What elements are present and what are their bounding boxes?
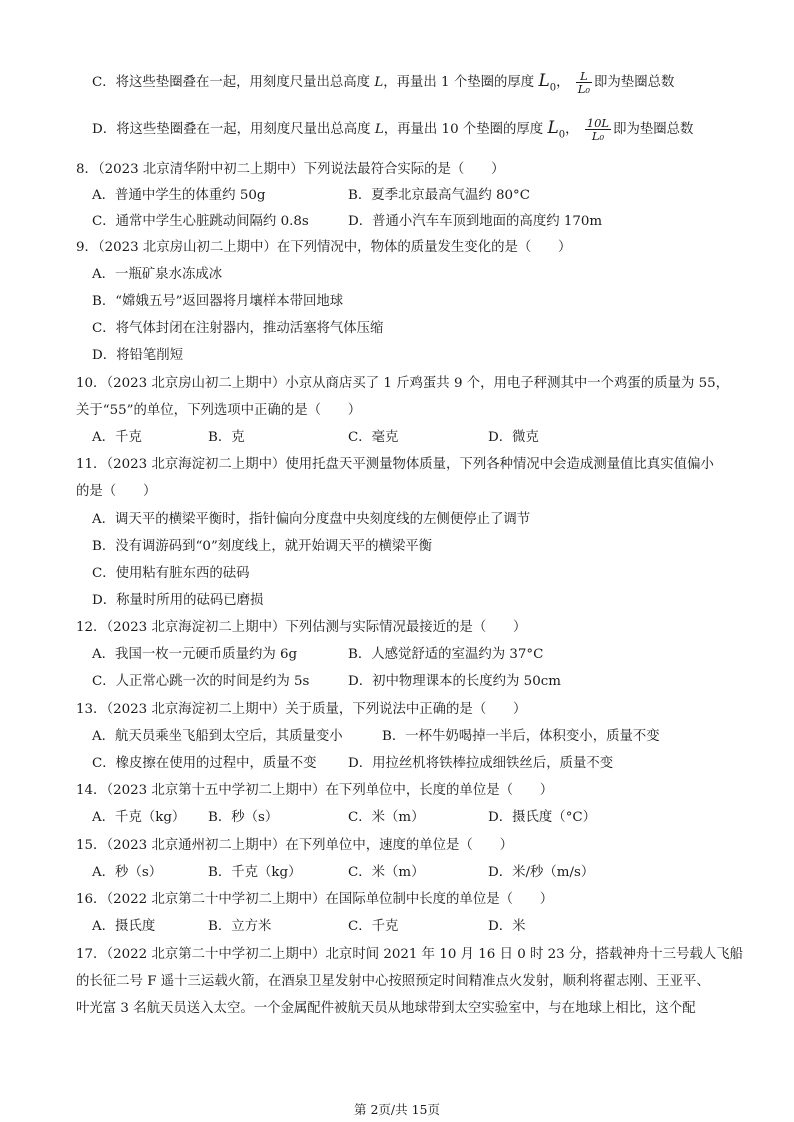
question-stem-cont: 的是（ ） — [76, 484, 157, 499]
question-stem: 14．（2023 北京第十五中学初二上期中）在下列单位中，长度的单位是（ ） — [76, 783, 554, 798]
option: C．人正常心跳一次的时间是约为 5s — [92, 674, 310, 689]
option: C．米（m） — [348, 810, 425, 825]
option: B．一杯牛奶喝掉一半后，体积变小，质量不变 — [382, 729, 660, 744]
option-c-line: C．将这些垫圈叠在一起，用刻度尺量出总高度 L，再量出 1 个垫圈的厚度 $L_0$， $\frac{L}{\text{L₀}}$ 即为垫圈总数 — [92, 69, 675, 96]
option: C．毫克 — [348, 430, 399, 445]
question-stem: 11．（2023 北京海淀初二上期中）使用托盘天平测量物体质量，下列各种情况中会造成测量值比真实值偏小 — [76, 457, 714, 472]
question-stem: 13．（2023 北京海淀初二上期中）关于质量，下列说法中正确的是（ ） — [76, 702, 527, 717]
option: B．夏季北京最高气温约 80°C — [348, 188, 530, 203]
question-stem: 17．（2022 北京第二十中学初二上期中）北京时间 2021 年 10 月 16 日 0 时 23 分，搭载神舟十三号载人飞船 — [76, 947, 744, 962]
option: D．摄氏度（°C） — [488, 810, 597, 825]
option-d-text-2: ，再量出 10 个垫圈的厚度 — [383, 122, 544, 137]
option: B．克 — [208, 430, 245, 445]
option: C．通常中学生心脏跳动间隔约 0.8s — [92, 214, 309, 229]
question-stem: 12．（2023 北京海淀初二上期中）下列估测与实际情况最接近的是（ ） — [76, 620, 527, 635]
option: D．米 — [488, 919, 526, 934]
option: D．初中物理课本的长度约为 50cm — [348, 674, 561, 689]
option: B．秒（s） — [208, 810, 279, 825]
question-stem-cont: 关于“55”的单位，下列选项中正确的是（ ） — [76, 403, 362, 418]
option: A．我国一枚一元硬币质量约为 6g — [92, 647, 298, 662]
option: C．使用粘有脏东西的砝码 — [92, 566, 250, 581]
question-stem-cont: 的长征二号 F 遥十三运载火箭，在酒泉卫星发射中心按照预定时间精准点火发射，顺利将翟志刚、王亚平、 — [76, 974, 710, 989]
option: C．米（m） — [348, 865, 425, 880]
option: B．千克（kg） — [208, 865, 302, 880]
option: A．调天平的横梁平衡时，指针偏向分度盘中央刻度线的左侧便停止了调节 — [92, 512, 531, 527]
option: A．千克（kg） — [92, 810, 186, 825]
question-stem: 10．（2023 北京房山初二上期中）小京从商店买了 1 斤鸡蛋共 9 个，用电子秤测其中一个鸡蛋的质量为 55， — [76, 376, 730, 391]
option: B．没有调游码到“0”刻度线上，就开始调天平的横梁平衡 — [92, 539, 433, 554]
option: D．称量时所用的砝码已磨损 — [92, 593, 264, 608]
option-c-text-3: 即为垫圈总数 — [594, 75, 675, 90]
option: D．米/秒（m/s） — [488, 865, 595, 880]
option-d-text-3: 即为垫圈总数 — [613, 122, 694, 137]
option: A．千克 — [92, 430, 142, 445]
page-footer: 第 2页/共 15页 — [353, 1102, 441, 1117]
math-L: L — [374, 122, 384, 137]
fraction-L-over-L0: $\frac{L}{\text{L₀}}$ — [577, 69, 591, 96]
question-stem-cont: 叶光富 3 名航天员送入太空。一个金属配件被航天员从地球带到太空实验室中，与在地球上相比，这个配 — [76, 1001, 696, 1016]
fraction-10L-over-L0: $\frac{10L}{\text{L₀}}$ — [586, 116, 610, 143]
option: A．航天员乘坐飞船到太空后，其质量变小 — [92, 729, 343, 744]
option: D．微克 — [488, 430, 539, 445]
option: C．千克 — [348, 919, 399, 934]
option: B．“嫦娥五号”返回器将月壤样本带回地球 — [92, 294, 344, 309]
math-L: L — [374, 75, 384, 90]
math-L0: $L_0$ — [547, 118, 566, 141]
question-stem: 16．（2022 北京第二十中学初二上期中）在国际单位制中长度的单位是（ ） — [76, 892, 554, 907]
option: B．立方米 — [208, 919, 272, 934]
option: C．橡皮擦在使用的过程中，质量不变 — [92, 756, 317, 771]
question-stem: 9．（2023 北京房山初二上期中）在下列情况中，物体的质量发生变化的是（ ） — [76, 240, 572, 255]
question-stem: 8．（2023 北京清华附中初二上期中）下列说法最符合实际的是（ ） — [76, 162, 505, 177]
option: D．普通小汽车车顶到地面的高度约 170m — [348, 214, 603, 229]
option: A．秒（s） — [92, 865, 163, 880]
option: D．用拉丝机将铁棒拉成细铁丝后，质量不变 — [348, 756, 614, 771]
option: D．将铅笔削短 — [92, 348, 184, 363]
option: A．摄氏度 — [92, 919, 156, 934]
option: B．人感觉舒适的室温约为 37°C — [348, 647, 544, 662]
option: A．普通中学生的体重约 50g — [92, 188, 266, 203]
option: C．将气体封闭在注射器内，推动活塞将气体压缩 — [92, 321, 384, 336]
math-L0: $L_0$ — [538, 71, 557, 94]
question-stem: 15．（2023 北京通州初二上期中）在下列单位中，速度的单位是（ ） — [76, 838, 513, 853]
option-c-text-2: ，再量出 1 个垫圈的厚度 — [383, 75, 535, 90]
option-d-text-1: D．将这些垫圈叠在一起，用刻度尺量出总高度 — [92, 122, 371, 137]
option-d-line: D．将这些垫圈叠在一起，用刻度尺量出总高度 L，再量出 10 个垫圈的厚度 $L_0$， $\frac{10L}{\text{L₀}}$ 即为垫圈总数 — [92, 116, 694, 143]
option: A．一瓶矿泉水冻成冰 — [92, 267, 223, 282]
option-c-text-1: C．将这些垫圈叠在一起，用刻度尺量出总高度 — [92, 75, 371, 90]
